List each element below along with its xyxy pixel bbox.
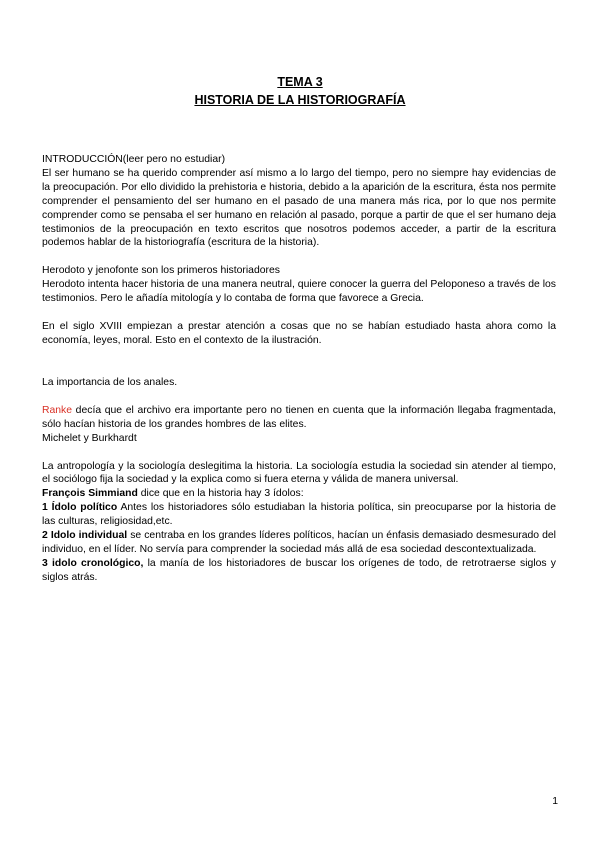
- idol-text: Antes los historiadores sólo estudiaban la historia política, sin preocuparse por la historia de las culturas, religiosidad,etc.: [42, 502, 556, 528]
- body-text: [42, 153, 556, 585]
- simiand-line: [42, 487, 556, 501]
- herodoto-line: Herodoto y jenofonte son los primeros historiadores: [42, 265, 280, 277]
- idol-item: [42, 529, 556, 557]
- page-title: HISTORIA DE LA HISTORIOGRAFÍA: [194, 93, 406, 107]
- simiand-text: dice que en la historia hay 3 ídolos:: [137, 488, 304, 500]
- title-block: [0, 73, 600, 109]
- simiand-name: François Simmiand: [42, 488, 138, 500]
- michelet-line: Michelet y Burkhardt: [42, 432, 137, 444]
- idol-text: la manía de los historiadores de buscar los orígenes de todo, de retrotraerse siglos y siglos atrás.: [42, 557, 557, 583]
- idol-item: [42, 557, 556, 585]
- intro-heading: INTRODUCCIÓN(leer pero no estudiar): [42, 154, 226, 165]
- ranke-text: decía que el archivo era importante pero no tienen en cuenta que la información llegaba fragmentada, sólo hacían historia de los grandes hombres de las elites.: [42, 404, 556, 430]
- idol-text: se centraba en los grandes líderes políticos, hacían un énfasis demasiado desmesurado del individuo, en el líder. No servía para comprender la sociedad más allá de esa sociedad descontextualizada.: [42, 530, 556, 555]
- idol-item: [42, 501, 556, 529]
- intro-paragraph: El ser humano se ha querido comprender así mismo a lo largo del tiempo, pero no siempre hay evidencias de la preocupación. Por ello dividido la prehistoria e historia, debido a la aparición de la escritura, ésta nos permite comprender el pensamiento del ser humano en el pasado de una manera más rica, por lo que nos permite comprender como se pensaba el ser humano en relación al pasado, porque a partir de que el ser humano deja testimonios de la preocupación en texto escritos que nosotros podemos acceder, a partir de la escritura podemos hablar de la historiografía (escritura de la historia).: [42, 167, 556, 249]
- topic-heading: TEMA 3: [277, 75, 323, 89]
- siglo-paragraph: En el siglo XVIII empiezan a prestar atención a cosas que no se habían estudiado hasta ahora como la economía, leyes, moral. Esto en el contexto de la ilustración.: [42, 321, 556, 346]
- anales-line: La importancia de los anales.: [42, 376, 178, 388]
- idol-label: 1 Ídolo político: [42, 502, 118, 514]
- page-number: 1: [552, 796, 558, 807]
- ranke-name: Ranke: [42, 404, 73, 416]
- antropologia-paragraph: La antropología y la sociología deslegitima la historia. La sociología estudia la sociedad sin atender al tiempo, el sociólogo fija la sociedad y la explica como si fuera eterna y válida de manera universal.: [42, 460, 556, 486]
- idol-label: 3 idolo cronológico,: [42, 557, 144, 569]
- herodoto-paragraph: Herodoto intenta hacer historia de una manera neutral, quiere conocer la guerra del Peloponeso a través de los testimonios. Pero le añadía mitología y lo contaba de forma que favorece a Grecia.: [42, 279, 556, 305]
- idol-label: 2 Idolo individual: [42, 530, 128, 542]
- ranke-paragraph: [42, 404, 556, 432]
